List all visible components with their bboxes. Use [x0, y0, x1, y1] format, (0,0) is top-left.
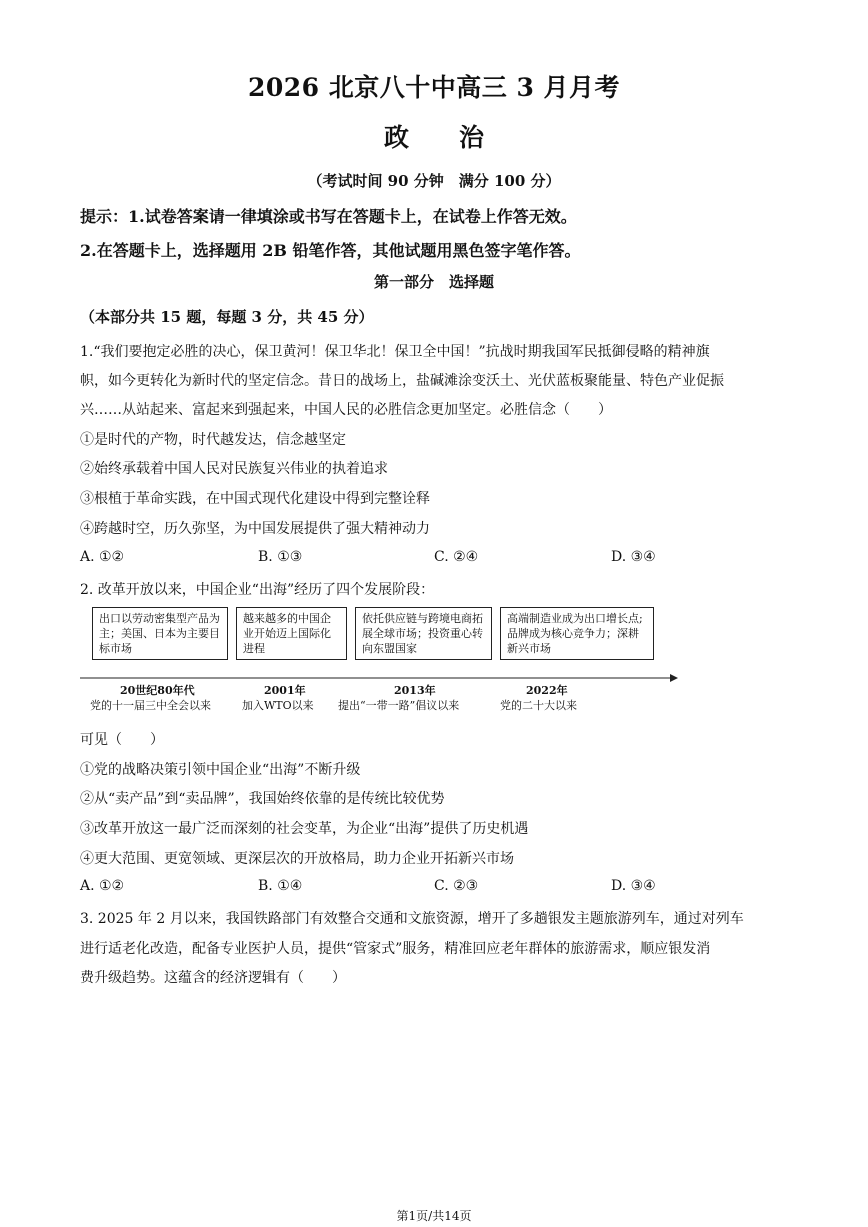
q1-statement-1: ①是时代的产物，时代越发达，信念越坚定	[80, 432, 346, 448]
timeline-box-1: 出口以劳动密集型产品为主；美国、日本为主要目标市场	[92, 607, 228, 660]
timeline-box-2: 越来越多的中国企业开始迈上国际化进程	[236, 607, 347, 660]
q1-option-b: B. ①③	[258, 549, 303, 565]
tip-line-1: 提示：1.试卷答案请一律填涂或书写在答题卡上，在试卷上作答无效。	[80, 207, 577, 226]
q1-statement-4: ④跨越时空，历久弥坚，为中国发展提供了强大精神动力	[80, 521, 430, 537]
section-title: 第一部分 选择题	[373, 273, 494, 291]
q2-option-b: B. ①④	[258, 878, 303, 894]
timeline-box-3: 依托供应链与跨境电商拓展全球市场；投资重心转向东盟国家	[355, 607, 492, 660]
q1-statement-2: ②始终承载着中国人民对民族复兴伟业的执着追求	[80, 461, 388, 477]
exam-title: 2026 北京八十中高三 3 月月考	[247, 73, 621, 102]
q2-statement-1: ①党的战略决策引领中国企业“出海”不断升级	[80, 762, 361, 778]
q1-option-d: D. ③④	[611, 549, 656, 565]
q2-option-c: C. ②③	[434, 878, 479, 894]
timeline-year-3: 2013年	[394, 684, 436, 697]
q3-stem-line-3: 费升级趋势。这蕴含的经济逻辑有（ ）	[80, 970, 346, 986]
q2-statement-4: ④更大范围、更宽领域、更深层次的开放格局，助力企业开拓新兴市场	[80, 851, 514, 867]
timeline-year-4: 2022年	[526, 684, 568, 697]
tip-line-2: 2.在答题卡上，选择题用 2B 铅笔作答，其他试题用黑色签字笔作答。	[80, 241, 581, 260]
timeline-box-4: 高端制造业成为出口增长点;品牌成为核心竞争力；深耕新兴市场	[500, 607, 654, 660]
exam-info: （考试时间 90 分钟 满分 100 分）	[307, 172, 561, 190]
q1-stem-line-3: 兴……从站起来、富起来到强起来，中国人民的必胜信念更加坚定。必胜信念（ ）	[80, 402, 612, 418]
q2-ask: 可见（ ）	[80, 732, 164, 748]
timeline-event-4: 党的二十大以来	[500, 699, 577, 712]
q2-option-a: A. ①②	[80, 878, 125, 894]
q1-statement-3: ③根植于革命实践，在中国式现代化建设中得到完整诠释	[80, 491, 430, 507]
subject-title: 政 治	[383, 123, 484, 152]
q1-stem-line-1: 1.“我们要抱定必胜的决心，保卫黄河！保卫华北！保卫全中国！”抗战时期我国军民抵御侵略的精神旗	[80, 344, 710, 360]
q2-stem: 2. 改革开放以来，中国企业“出海”经历了四个发展阶段：	[80, 582, 435, 598]
q3-stem-line-1: 3. 2025 年 2 月以来，我国铁路部门有效整合交通和文旅资源，增开了多趟银发主题旅游列车，通过对列车	[80, 911, 744, 927]
timeline-event-1: 党的十一届三中全会以来	[90, 699, 211, 712]
q1-option-c: C. ②④	[434, 549, 479, 565]
section-note: （本部分共 15 题，每题 3 分，共 45 分）	[80, 308, 374, 326]
q1-option-a: A. ①②	[80, 549, 125, 565]
q3-stem-line-2: 进行适老化改造，配备专业医护人员，提供“管家式”服务，精准回应老年群体的旅游需求，顺应银发消	[80, 941, 711, 957]
q2-statement-2: ②从“卖产品”到“卖品牌”，我国始终依靠的是传统比较优势	[80, 791, 445, 807]
timeline-event-3: 提出“一带一路”倡议以来	[338, 699, 460, 712]
q2-option-d: D. ③④	[611, 878, 656, 894]
q1-stem-line-2: 帜，如今更转化为新时代的坚定信念。昔日的战场上，盐碱滩涂变沃土、光伏蓝板聚能量、特色产业促振	[80, 373, 724, 389]
page-footer: 第1页/共14页	[396, 1209, 472, 1223]
q2-statement-3: ③改革开放这一最广泛而深刻的社会变革，为企业“出海”提供了历史机遇	[80, 821, 529, 837]
timeline-event-2: 加入WTO以来	[242, 699, 314, 712]
timeline-year-2: 2001年	[264, 684, 306, 697]
timeline-year-1: 20世纪80年代	[120, 684, 195, 697]
